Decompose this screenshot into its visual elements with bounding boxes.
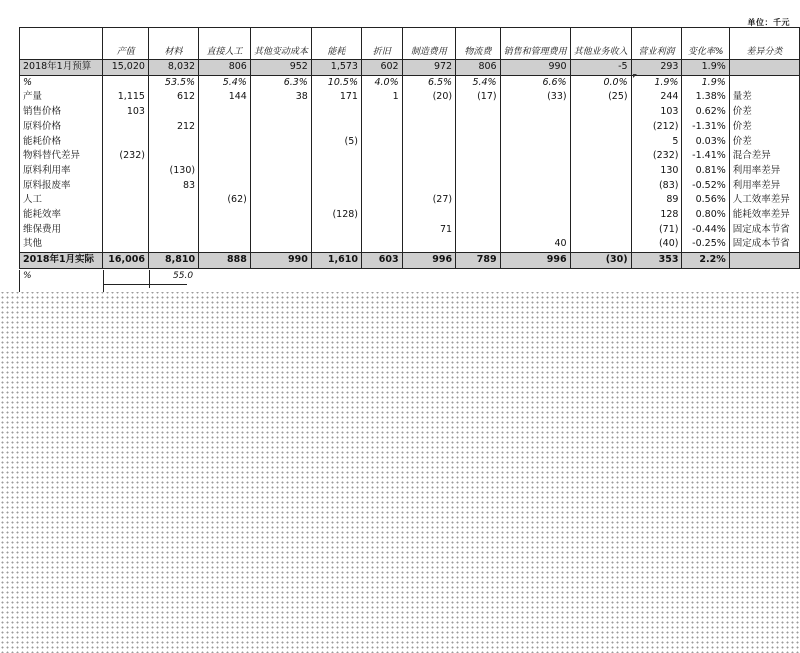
value-cell[interactable] [103,237,149,252]
percent-row [20,75,800,90]
value-cell[interactable] [456,135,500,150]
row-label-cell[interactable]: 2018年1月预算 [20,60,103,76]
value-cell[interactable] [103,179,149,194]
value-cell[interactable]: 603 [361,253,402,269]
value-cell[interactable] [570,164,631,179]
category-cell[interactable]: 价差 [729,120,799,135]
value-cell[interactable] [250,208,311,223]
value-cell[interactable]: 212 [148,120,198,135]
value-cell[interactable] [361,135,402,150]
value-cell[interactable] [456,105,500,120]
value-cell[interactable]: 103 [103,105,149,120]
value-cell[interactable]: 1.38% [682,90,729,105]
value-cell[interactable] [199,164,251,179]
column-header[interactable]: 变化率% [682,28,729,60]
value-cell[interactable]: 1.9% [682,60,729,76]
value-cell[interactable] [361,149,402,164]
value-cell[interactable] [456,164,500,179]
column-header[interactable] [20,28,103,60]
value-cell[interactable]: 144 [199,90,251,105]
value-cell[interactable] [103,208,149,223]
value-cell[interactable]: (232) [103,149,149,164]
value-cell[interactable]: -0.44% [682,223,729,238]
table-row [20,149,800,164]
value-cell[interactable]: 1.9% [682,75,729,90]
value-cell[interactable] [199,149,251,164]
value-cell[interactable] [311,179,361,194]
value-cell[interactable] [250,135,311,150]
value-cell[interactable]: 38 [250,90,311,105]
value-cell[interactable]: -1.41% [682,149,729,164]
value-cell[interactable]: 103 [631,105,682,120]
value-cell[interactable] [199,223,251,238]
value-cell[interactable]: 996 [402,253,455,269]
column-header[interactable]: 制造费用 [402,28,455,60]
comment-marker-icon [633,74,637,78]
value-cell[interactable] [311,120,361,135]
category-cell[interactable] [729,60,799,76]
value-cell[interactable]: 171 [311,90,361,105]
value-cell[interactable]: (27) [402,193,455,208]
value-cell[interactable] [148,105,198,120]
value-cell[interactable] [402,135,455,150]
value-cell[interactable] [250,237,311,252]
value-cell[interactable]: (130) [148,164,198,179]
column-header[interactable]: 材料 [148,28,198,60]
value-cell[interactable] [570,237,631,252]
table-row [20,208,800,223]
value-cell[interactable]: 990 [500,60,570,76]
value-cell[interactable] [250,149,311,164]
value-cell[interactable] [199,208,251,223]
value-cell[interactable]: (33) [500,90,570,105]
table-row [20,90,800,105]
value-cell[interactable]: 6.6% [500,75,570,90]
value-cell[interactable] [311,105,361,120]
value-cell[interactable] [311,193,361,208]
value-cell[interactable]: 1 [361,90,402,105]
row-label-cell[interactable]: 能耗价格 [20,135,103,150]
value-cell[interactable] [311,164,361,179]
value-cell[interactable] [500,120,570,135]
value-cell[interactable]: 0.80% [682,208,729,223]
value-cell[interactable]: 1,573 [311,60,361,76]
row-label-cell[interactable]: 2018年1月实际 [20,253,103,269]
value-cell[interactable] [500,223,570,238]
value-cell[interactable] [361,164,402,179]
value-cell[interactable]: 8,032 [148,60,198,76]
value-cell[interactable]: (5) [311,135,361,150]
value-cell[interactable]: 806 [199,60,251,76]
value-cell[interactable]: -0.25% [682,237,729,252]
value-cell[interactable]: 53.5% [148,75,198,90]
value-cell[interactable] [500,193,570,208]
value-cell[interactable]: 0.0% [570,75,631,90]
value-cell[interactable] [456,179,500,194]
category-cell[interactable]: 固定成本节省 [729,223,799,238]
row-label-cell[interactable]: 原料利用率 [20,164,103,179]
value-cell[interactable] [103,135,149,150]
variance-table [19,27,800,269]
column-header[interactable]: 营业利润 [631,28,682,60]
column-header[interactable]: 直接人工 [199,28,251,60]
value-cell[interactable] [570,179,631,194]
value-cell[interactable] [148,208,198,223]
value-cell[interactable] [570,135,631,150]
value-cell[interactable] [311,149,361,164]
value-cell[interactable]: 130 [631,164,682,179]
value-cell[interactable] [103,193,149,208]
value-cell[interactable]: (40) [631,237,682,252]
value-cell[interactable]: 888 [199,253,251,269]
value-cell[interactable] [361,223,402,238]
value-cell[interactable]: (30) [570,253,631,269]
value-cell[interactable]: 16,006 [103,253,149,269]
value-cell[interactable] [199,120,251,135]
value-cell[interactable] [500,149,570,164]
value-cell[interactable]: -5 [570,60,631,76]
value-cell[interactable]: 5.4% [456,75,500,90]
value-cell[interactable]: (128) [311,208,361,223]
header-row [20,28,800,60]
value-cell[interactable]: 1,610 [311,253,361,269]
value-cell[interactable] [250,105,311,120]
value-cell[interactable] [402,164,455,179]
value-cell[interactable] [402,105,455,120]
value-cell[interactable]: (25) [570,90,631,105]
value-cell[interactable] [199,237,251,252]
column-header[interactable]: 销售和管理费用 [500,28,570,60]
value-cell[interactable]: 990 [250,253,311,269]
row-label-cell[interactable]: 原料价格 [20,120,103,135]
value-cell[interactable]: (212) [631,120,682,135]
spreadsheet-area [0,0,800,292]
value-cell[interactable] [570,208,631,223]
value-cell[interactable]: 5.4% [199,75,251,90]
partial-row-label: % [23,271,32,281]
value-cell[interactable]: 602 [361,60,402,76]
value-cell[interactable]: 0.56% [682,193,729,208]
value-cell[interactable] [199,179,251,194]
value-cell[interactable]: 806 [456,60,500,76]
row-label-cell[interactable]: 物料替代差异 [20,149,103,164]
value-cell[interactable] [361,208,402,223]
value-cell[interactable] [148,135,198,150]
value-cell[interactable] [250,193,311,208]
value-cell[interactable]: 353 [631,253,682,269]
value-cell[interactable]: 789 [456,253,500,269]
value-cell[interactable] [570,105,631,120]
value-cell[interactable] [570,149,631,164]
value-cell[interactable]: 15,020 [103,60,149,76]
value-cell[interactable]: -0.52% [682,179,729,194]
value-cell[interactable]: 612 [148,90,198,105]
row-label-cell[interactable]: % [20,75,103,90]
table-row [20,120,800,135]
value-cell[interactable]: 1,115 [103,90,149,105]
value-cell[interactable] [500,135,570,150]
value-cell[interactable]: 244 [631,90,682,105]
value-cell[interactable] [500,208,570,223]
value-cell[interactable] [148,149,198,164]
value-cell[interactable] [456,223,500,238]
value-cell[interactable]: 89 [631,193,682,208]
column-header[interactable]: 物流费 [456,28,500,60]
value-cell[interactable] [500,105,570,120]
summary-row [20,253,800,269]
table-row [20,135,800,150]
value-cell[interactable] [148,223,198,238]
value-cell[interactable] [570,223,631,238]
category-cell[interactable]: 能耗效率差异 [729,208,799,223]
category-cell[interactable]: 固定成本节省 [729,237,799,252]
value-cell[interactable]: 6.3% [250,75,311,90]
value-cell[interactable] [250,179,311,194]
table-row [20,179,800,194]
category-cell[interactable]: 量差 [729,90,799,105]
value-cell[interactable]: 128 [631,208,682,223]
column-header[interactable]: 产值 [103,28,149,60]
row-label-cell[interactable]: 销售价格 [20,105,103,120]
value-cell[interactable]: 0.03% [682,135,729,150]
value-cell[interactable] [199,105,251,120]
column-header[interactable]: 能耗 [311,28,361,60]
category-cell[interactable]: 人工效率差异 [729,193,799,208]
value-cell[interactable] [402,237,455,252]
value-cell[interactable]: 40 [500,237,570,252]
value-cell[interactable]: (62) [199,193,251,208]
table-row [20,105,800,120]
value-cell[interactable]: 996 [500,253,570,269]
value-cell[interactable]: 1.9% [631,75,682,90]
row-label-cell[interactable]: 维保费用 [20,223,103,238]
value-cell[interactable]: 5 [631,135,682,150]
value-cell[interactable] [148,193,198,208]
value-cell[interactable]: 972 [402,60,455,76]
value-cell[interactable] [199,135,251,150]
value-cell[interactable]: 2.2% [682,253,729,269]
value-cell[interactable] [361,105,402,120]
value-cell[interactable] [250,223,311,238]
value-cell[interactable]: 6.5% [402,75,455,90]
value-cell[interactable] [456,149,500,164]
summary-row [20,60,800,76]
category-cell[interactable]: 利用率差异 [729,164,799,179]
value-cell[interactable] [456,120,500,135]
value-cell[interactable] [402,208,455,223]
category-cell[interactable]: 价差 [729,105,799,120]
value-cell[interactable]: 8,810 [148,253,198,269]
value-cell[interactable] [456,208,500,223]
value-cell[interactable] [402,149,455,164]
value-cell[interactable] [402,120,455,135]
unit-label: 单位：千元 [747,18,790,27]
row-label-cell[interactable]: 人工 [20,193,103,208]
value-cell[interactable] [361,120,402,135]
value-cell[interactable] [311,223,361,238]
value-cell[interactable]: 0.81% [682,164,729,179]
value-cell[interactable] [311,237,361,252]
value-cell[interactable]: 83 [148,179,198,194]
value-cell[interactable]: 0.62% [682,105,729,120]
value-cell[interactable] [103,164,149,179]
row-label-cell[interactable]: 产量 [20,90,103,105]
value-cell[interactable] [456,193,500,208]
value-cell[interactable] [103,75,149,90]
value-cell[interactable] [103,223,149,238]
column-header[interactable]: 折旧 [361,28,402,60]
partial-row [19,270,194,292]
value-cell[interactable]: (71) [631,223,682,238]
value-cell[interactable] [402,179,455,194]
table-row [20,193,800,208]
value-cell[interactable] [361,179,402,194]
value-cell[interactable]: (232) [631,149,682,164]
value-cell[interactable] [570,193,631,208]
row-label-cell[interactable]: 其他 [20,237,103,252]
value-cell[interactable] [361,237,402,252]
category-cell[interactable] [729,75,799,90]
table-row [20,164,800,179]
value-cell[interactable]: 10.5% [311,75,361,90]
value-cell[interactable] [570,120,631,135]
row-label-cell[interactable]: 原料报废率 [20,179,103,194]
value-cell[interactable] [500,179,570,194]
row-label-cell[interactable]: 能耗效率 [20,208,103,223]
value-cell[interactable] [250,164,311,179]
column-header[interactable]: 差异分类 [729,28,799,60]
value-cell[interactable] [103,120,149,135]
category-cell[interactable]: 利用率差异 [729,179,799,194]
value-cell[interactable] [500,164,570,179]
value-cell[interactable]: 293 [631,60,682,76]
value-cell[interactable]: (83) [631,179,682,194]
value-cell[interactable]: -1.31% [682,120,729,135]
category-cell[interactable]: 价差 [729,135,799,150]
value-cell[interactable]: (17) [456,90,500,105]
value-cell[interactable]: 952 [250,60,311,76]
table-row [20,223,800,238]
value-cell[interactable] [456,237,500,252]
partial-row-value: 55.0 [173,271,194,281]
value-cell[interactable]: 71 [402,223,455,238]
value-cell[interactable] [361,193,402,208]
table-row [20,237,800,252]
value-cell[interactable] [148,237,198,252]
value-cell[interactable]: 4.0% [361,75,402,90]
column-header[interactable]: 其他业务收入 [570,28,631,60]
value-cell[interactable] [250,120,311,135]
column-header[interactable]: 其他变动成本 [250,28,311,60]
value-cell[interactable]: (20) [402,90,455,105]
category-cell[interactable]: 混合差异 [729,149,799,164]
category-cell[interactable] [729,253,799,269]
